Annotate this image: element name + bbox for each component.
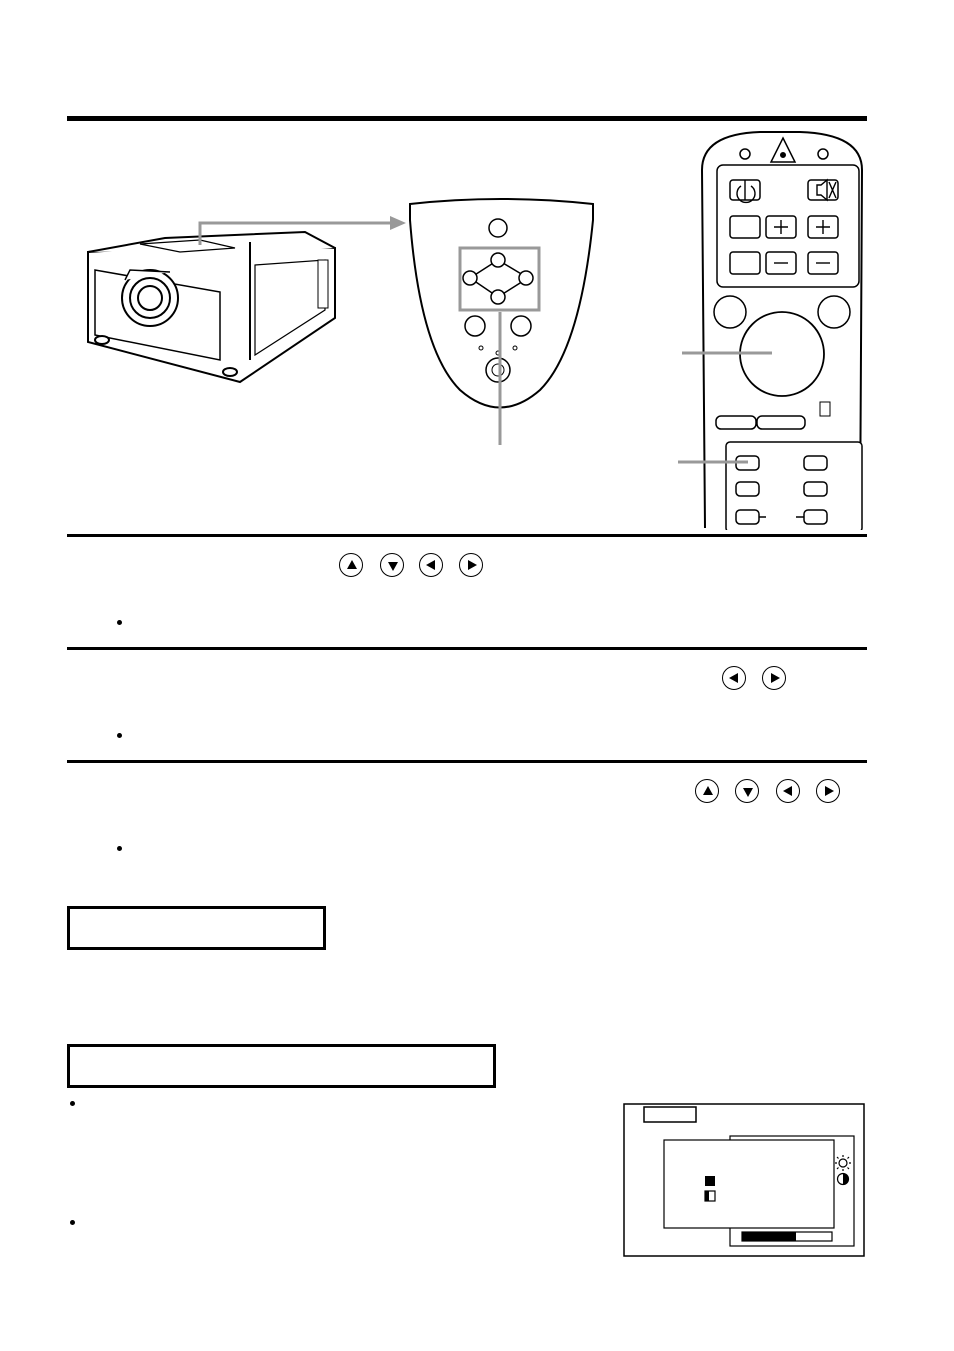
bullet: [117, 620, 122, 625]
right-arrow-icon: [762, 666, 786, 690]
heading-box: [67, 906, 326, 950]
up-arrow-icon: [339, 553, 363, 577]
bullet: [117, 846, 122, 851]
osd-menu-panel: [664, 1140, 834, 1228]
bullet: [117, 733, 122, 738]
down-arrow-icon: [735, 779, 759, 803]
contrast-icon: [838, 1174, 849, 1185]
contrast-swatch: [705, 1176, 715, 1186]
right-arrow-icon: [459, 553, 483, 577]
left-arrow-icon: [722, 666, 746, 690]
illustration: [60, 120, 880, 530]
left-arrow-icon: [776, 779, 800, 803]
level-bar-fill: [742, 1232, 796, 1241]
projector-icon: [88, 232, 335, 382]
bullet: [70, 1101, 75, 1106]
arrow-head-icon: [390, 216, 406, 230]
remote-control-icon: [702, 132, 862, 530]
osd-menu-illustration: [622, 1102, 868, 1260]
down-arrow-icon: [380, 553, 404, 577]
right-arrow-icon: [816, 779, 840, 803]
left-arrow-icon: [419, 553, 443, 577]
heading-box: [67, 1044, 496, 1088]
section-rule: [67, 647, 867, 650]
section-rule: [67, 760, 867, 763]
bullet: [70, 1220, 75, 1225]
section-rule: [67, 534, 867, 537]
up-arrow-icon: [695, 779, 719, 803]
osd-tab: [644, 1107, 696, 1122]
